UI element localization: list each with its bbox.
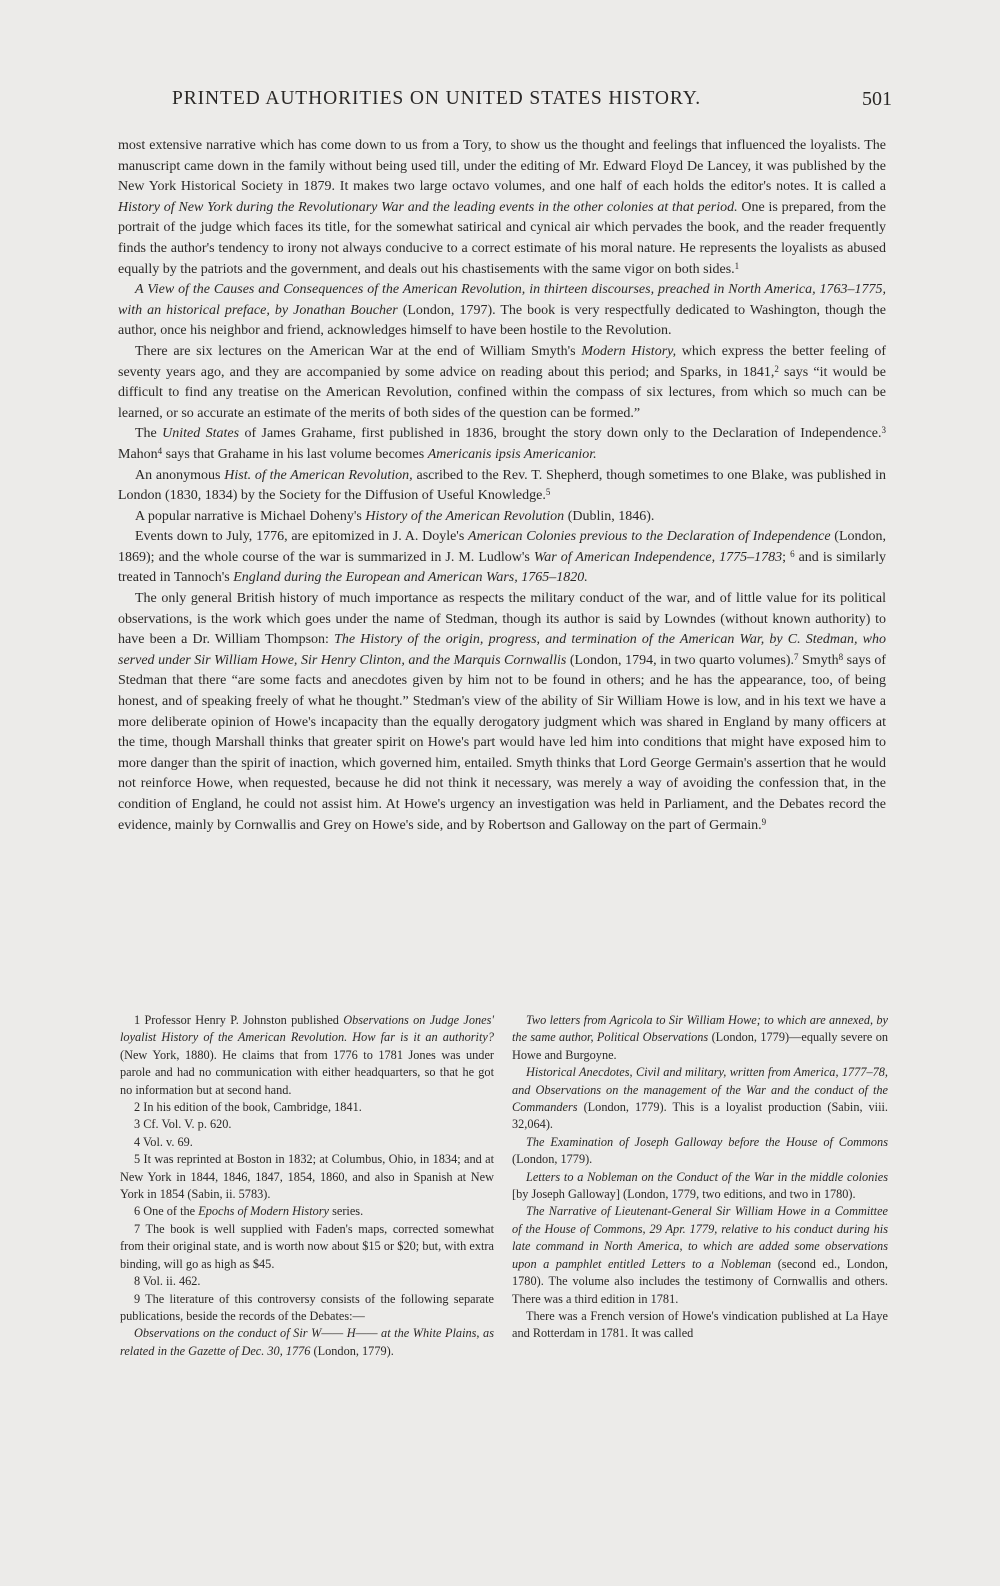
text-run: Mahon bbox=[118, 446, 158, 462]
footnote-4: 4 Vol. v. 69. bbox=[134, 1134, 193, 1149]
italic-title: The Examination of Joseph Galloway before the House of Commons bbox=[526, 1134, 888, 1149]
text-run: ; bbox=[782, 549, 791, 565]
text-run: Events down to July, 1776, are epitomized in J. A. Doyle's bbox=[135, 529, 469, 545]
italic-title: Observations on Judge Jones' loyalist History of the American Revolution. How far is it an authority? bbox=[120, 1013, 494, 1045]
text-run: Smyth bbox=[798, 652, 839, 668]
running-header bbox=[172, 88, 892, 110]
text-run: (London, 1779)—equally severe on Howe and Burgoyne. bbox=[512, 1030, 888, 1062]
footnote-5: 5 It was reprinted at Boston in 1832; at Columbus, Ohio, in 1834; and at New York in 1844, 1846, 1847, 1854, 1860, and also in Spanish at New York in 1854 (Sabin, ii. 5783). bbox=[120, 1152, 494, 1202]
footnote-9-item-6 bbox=[512, 1203, 888, 1307]
text-run: series. bbox=[329, 1204, 364, 1219]
footnote-9-item-5 bbox=[512, 1169, 888, 1204]
text-run: says “it would be difficult to find any treatise on the American Revolution, confined within the compass of six lectures, from which so much can be learned, or so accurate an estimate of the merits of both sides of the question can be formed.” bbox=[118, 364, 886, 421]
footnote-2: 2 In his edition of the book, Cambridge, 1841. bbox=[134, 1100, 362, 1115]
italic-title: American Colonies previous to the Declaration of Independence bbox=[468, 529, 831, 545]
text-run: The only general British history of much importance as respects the military conduct of the war, and of little value for its political observations, is the work which goes under the name of Stedman, though its author is said by Lowndes (without known authority) to have been a Dr. William Thompson: bbox=[118, 591, 886, 648]
footnote-1 bbox=[120, 1012, 494, 1099]
footnote-ref: 6 bbox=[790, 548, 795, 559]
footnote-9: 9 The literature of this controversy consists of the following separate publications, beside the records of the Debates:— bbox=[120, 1291, 494, 1323]
text-run: (London, 1797). The book is very respectfully dedicated to Washington, though the author, once his neighbor and friend, acknowledges himself to have been hostile to the Revolution. bbox=[118, 302, 887, 339]
text-run: An anonymous bbox=[135, 467, 225, 483]
text-run: of James Grahame, first published in 1836, brought the story down only to the Declaration of Independence. bbox=[239, 426, 882, 442]
text-run: (London, 1794, in two quarto volumes). bbox=[566, 652, 795, 668]
footnote-9-item-4 bbox=[512, 1134, 888, 1169]
page-number: 501 bbox=[862, 88, 892, 110]
text-run: (London, 1869); and the whole course of the war is summarized in J. M. Ludlow's bbox=[118, 529, 887, 565]
italic-title: Hist. of the American Revolution, bbox=[224, 467, 413, 483]
text-run: [by Joseph Galloway] (London, 1779, two editions, and two in 1780). bbox=[512, 1187, 856, 1202]
paragraph-1 bbox=[118, 136, 886, 280]
paragraph-5 bbox=[118, 466, 886, 507]
text-run: One is prepared, from the portrait of the judge which faces its title, for the somewhat satirical and cynical air which pervades the book, and the reader frequently finds the author's tendency to irony not always conducive to a correct estimate of his moral nature. He represents the loyalists as abused equally by the patriots and the government, and deals out his chastisements with the same vigor on both sides. bbox=[118, 199, 886, 277]
text-run: There are six lectures on the American War at the end of William Smyth's bbox=[135, 343, 582, 359]
text-run: and is similarly treated in Tannoch's bbox=[118, 549, 886, 586]
text-run: 6 One of the bbox=[134, 1204, 199, 1219]
footnotes-left-column bbox=[120, 1012, 494, 1360]
text-run: (London, 1779). bbox=[512, 1152, 593, 1167]
text-run: A popular narrative is Michael Doheny's bbox=[135, 508, 366, 524]
footnote-ref: 5 bbox=[545, 487, 551, 498]
italic-title: History of New York during the Revolutionary War and the leading events in the other colonies at that period. bbox=[118, 199, 738, 215]
footnote-9-item-3 bbox=[512, 1064, 888, 1134]
footnote-3: 3 Cf. Vol. V. p. 620. bbox=[134, 1117, 232, 1132]
italic-title: Historical Anecdotes, Civil and military, written from America, 1777–78, and Observations on the management of the War and the conduct of the Commanders bbox=[512, 1065, 888, 1115]
footnote-ref: 9 bbox=[761, 816, 767, 827]
italic-title: Modern History, bbox=[581, 343, 677, 359]
italic-phrase: Americanis ipsis Americanior. bbox=[427, 446, 597, 462]
italic-title: Letters to a Nobleman on the Conduct of the War in the middle colonies bbox=[526, 1169, 888, 1184]
paragraph-6 bbox=[118, 507, 886, 528]
italic-title: Two letters from Agricola to Sir William Howe; to which are annexed, by the same author, Political Observations bbox=[512, 1013, 888, 1045]
paragraph-8 bbox=[118, 589, 886, 836]
text-run: (second ed., London, 1780). The volume also includes the testimony of Cornwallis and others. There was a third edition in 1781. bbox=[512, 1256, 888, 1306]
italic-title: A View of the Causes and Consequences of the American Revolution, in thirteen discourses, preached in North America, 1763–1775, with an historical preface, by Jonathan Boucher bbox=[118, 282, 886, 318]
footnote-9-item-7: There was a French version of Howe's vindication published at La Haye and Rotterdam in 1781. It was called bbox=[512, 1308, 888, 1341]
italic-title: Epochs of Modern History bbox=[198, 1204, 330, 1219]
main-text bbox=[118, 136, 886, 836]
text-run: (London, 1779). This is a loyalist production (Sabin, viii. 32,064). bbox=[512, 1100, 888, 1132]
footnote-7: 7 The book is well supplied with Faden's maps, corrected somewhat from their original state, and is worth now about $15 or $20; but, with extra binding, will go as high as $45. bbox=[120, 1221, 494, 1271]
footnote-8: 8 Vol. ii. 462. bbox=[134, 1274, 201, 1289]
text-run: 1 Professor Henry P. Johnston published bbox=[134, 1013, 344, 1027]
footnote-ref: 3 bbox=[881, 425, 887, 436]
footnote-ref: 2 bbox=[774, 363, 779, 374]
footnote-9-item-1 bbox=[120, 1325, 494, 1360]
text-run: most extensive narrative which has come down to us from a Tory, to show us the thought and feelings that influenced the loyalists. The manuscript came down in the family without being used till, under the editing of Mr. Edward Floyd De Lancey, it was published by the New York Historical Society in 1879. It makes two large octavo volumes, and one half of each holds the editor's notes. It is called a bbox=[118, 138, 886, 195]
text-run: (New York, 1880). He claims that from 1776 to 1781 Jones was under parole and had no communication with either headquarters, so that he got no information but at second hand. bbox=[120, 1047, 494, 1097]
footnote-9-item-2 bbox=[512, 1012, 888, 1064]
footnote-6 bbox=[120, 1203, 494, 1220]
running-title: PRINTED AUTHORITIES ON UNITED STATES HISTORY. bbox=[172, 88, 701, 109]
text-run: which express the better feeling of seventy years ago, and they are accompanied by some advice on reading about this period; and Sparks, in 1841, bbox=[118, 343, 886, 380]
italic-title: War of American Independence, 1775–1783 bbox=[533, 549, 783, 565]
footnote-ref: 1 bbox=[734, 260, 740, 271]
footnotes-right-column bbox=[512, 1012, 888, 1343]
italic-title: Observations on the conduct of Sir W—— H—— at the White Plains, as related in the Gazette of Dec. 30, 1776 bbox=[120, 1326, 494, 1358]
footnote-ref: 4 bbox=[157, 445, 163, 456]
text-run: ascribed to the Rev. T. Shepherd, though sometimes to one Blake, was published in London (1830, 1834) by the Society for the Diffusion of Useful Knowledge. bbox=[118, 467, 886, 504]
paragraph-4 bbox=[118, 424, 886, 465]
paragraph-2 bbox=[118, 280, 886, 342]
text-run: The bbox=[135, 426, 163, 442]
text-run: (London, 1779). bbox=[310, 1343, 394, 1358]
footnote-ref: 7 bbox=[794, 651, 799, 662]
italic-title: History of the American Revolution bbox=[365, 508, 565, 524]
italic-title: United States bbox=[162, 426, 240, 442]
paragraph-3 bbox=[118, 342, 886, 424]
text-run: (Dublin, 1846). bbox=[564, 508, 655, 524]
text-run: says of Stedman that there “are some facts and anecdotes given by him not to be found in others; and he has the appearance, too, of being honest, and of speaking freely of what he thought.” Stedman's view of the ability of Sir William Howe is low, and in his text we have a more deliberate opinion of Howe's incapacity than the equally derogatory judgment which was shared in England by many officers at the time, though Marshall thinks that greater spirit on Howe's part would have led him into conditions that might have exposed him to more danger than the spirit of inaction, which governed him, entailed. Smyth thinks that Lord George Germain's assertion that he would not reinforce Howe, when requested, because he did not think it necessary, was merely a way of avoiding the confession that, in the condition of England, he could not assist him. At Howe's urgency an investigation was held in Parliament, and the Debates record the evidence, mainly by Cornwallis and Grey on Howe's side, and by Robertson and Galloway on the part of Germain. bbox=[118, 652, 886, 833]
paragraph-7 bbox=[118, 527, 886, 589]
text-run: says that Grahame in his last volume becomes bbox=[162, 446, 428, 462]
footnote-ref: 8 bbox=[838, 651, 844, 662]
italic-title: The History of the origin, progress, and termination of the American War, by C. Stedman, who served under Sir William Howe, Sir Henry Clinton, and the Marquis Cornwallis bbox=[118, 632, 886, 668]
italic-title: The Narrative of Lieutenant-General Sir William Howe in a Committee of the House of Commons, 29 Apr. 1779, relative to his conduct during his late command in North America, to which are added some observations upon a pamphlet entitled Letters to a Nobleman bbox=[512, 1204, 888, 1271]
italic-title: England during the European and American Wars, 1765–1820. bbox=[233, 570, 588, 586]
